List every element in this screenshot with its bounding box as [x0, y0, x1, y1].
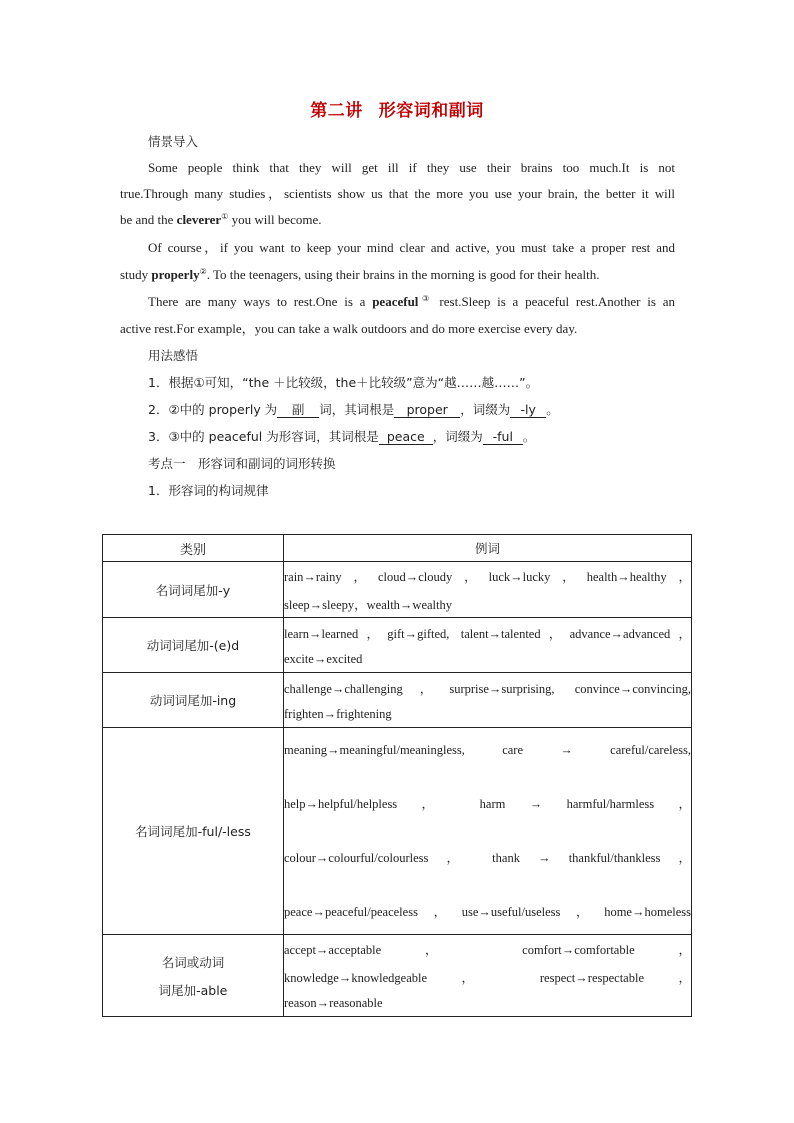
answer-blank: proper — [394, 403, 460, 418]
row-examples: accept→acceptable ， comfort→comfortable ， knowledge→knowledgeable ， respect→respectable ， reason→reasonable — [284, 935, 692, 1017]
table-row — [103, 618, 692, 673]
answer-blank: -ful — [483, 430, 523, 445]
intro-p1-line2: true.Through many studies，scientists show us that the more you use your brain, the better it will — [120, 186, 675, 201]
usage-item-3: 3．③中的 peaceful 为形容词，其词根是 peace ，词缀为 -ful 。 — [148, 429, 536, 444]
table-header-row — [103, 535, 692, 562]
row-examples: challenge→challenging，surprise→surprising, convince→convincing, frighten→frightening — [284, 673, 692, 728]
row-examples: rain→rainy，cloud→cloudy，luck→lucky，health→healthy， sleep→sleepy，wealth→wealthy — [284, 562, 692, 618]
answer-blank: peace — [379, 430, 433, 445]
usage-item-2: 2．②中的 properly 为 副 词，其词根是 proper ，词缀为 -ly 。 — [148, 402, 559, 417]
row-category: 动词词尾加-ing — [103, 673, 284, 728]
row-category: 动词词尾加-(e)d — [103, 618, 284, 673]
intro-p3-line1: There are many ways to rest.One is a peaceful③ rest.Sleep is a peaceful rest.Another is an — [148, 294, 675, 309]
table-row — [103, 562, 692, 618]
table-row — [103, 673, 692, 728]
keyword-properly: properly — [151, 267, 200, 282]
keyword-cleverer: cleverer — [176, 212, 222, 227]
section-subheading: 1．形容词的构词规律 — [148, 483, 269, 498]
table-row — [103, 728, 692, 935]
intro-p1-line1: Some people think that they will get ill if they use their brains too much.It is not — [148, 160, 675, 175]
row-category: 名词词尾加-ful/-less — [103, 728, 284, 935]
usage-item-1: 1．根据①可知，“the ＋比较级，the＋比较级”意为“越……越……”。 — [148, 375, 539, 390]
row-category: 名词词尾加-y — [103, 562, 284, 618]
word-formation-table — [102, 534, 692, 1017]
answer-blank: 副 — [277, 403, 319, 418]
answer-blank: -ly — [510, 403, 546, 418]
title-topic: 形容词和副词 — [378, 101, 484, 121]
intro-p2-line1: Of course，if you want to keep your mind clear and active, you must take a proper rest and — [148, 240, 675, 255]
intro-heading: 情景导入 — [148, 134, 199, 149]
usage-heading: 用法感悟 — [148, 348, 199, 363]
row-examples: meaning→meaningful/meaningless, care → careful/careless, help→helpful/helpless ， harm → harmful/harmless ， colour→colourful/colourless ， thank → thankful/thankless ， peace→peaceful/peaceless，use→useful/useless，home→homeless — [284, 728, 692, 935]
header-examples: 例词 — [284, 535, 692, 562]
intro-p1-line3: be and the cleverer① you will become. — [120, 212, 322, 227]
table-row — [103, 935, 692, 1017]
row-examples: learn→learned，gift→gifted, talent→talented，advance→advanced， excite→excited — [284, 618, 692, 673]
intro-p2-line2: study properly②. To the teenagers, using their brains in the morning is good for their health. — [120, 267, 600, 282]
title-lesson: 第二讲 — [310, 101, 363, 121]
row-category: 名词或动词 词尾加-able — [103, 935, 284, 1017]
keyword-peaceful: peaceful — [372, 294, 419, 309]
section-heading: 考点一 形容词和副词的词形转换 — [148, 456, 336, 471]
header-category: 类别 — [103, 535, 284, 562]
page-title — [0, 96, 794, 121]
intro-p3-line2: active rest.For example，you can take a walk outdoors and do more exercise every day. — [120, 321, 578, 336]
